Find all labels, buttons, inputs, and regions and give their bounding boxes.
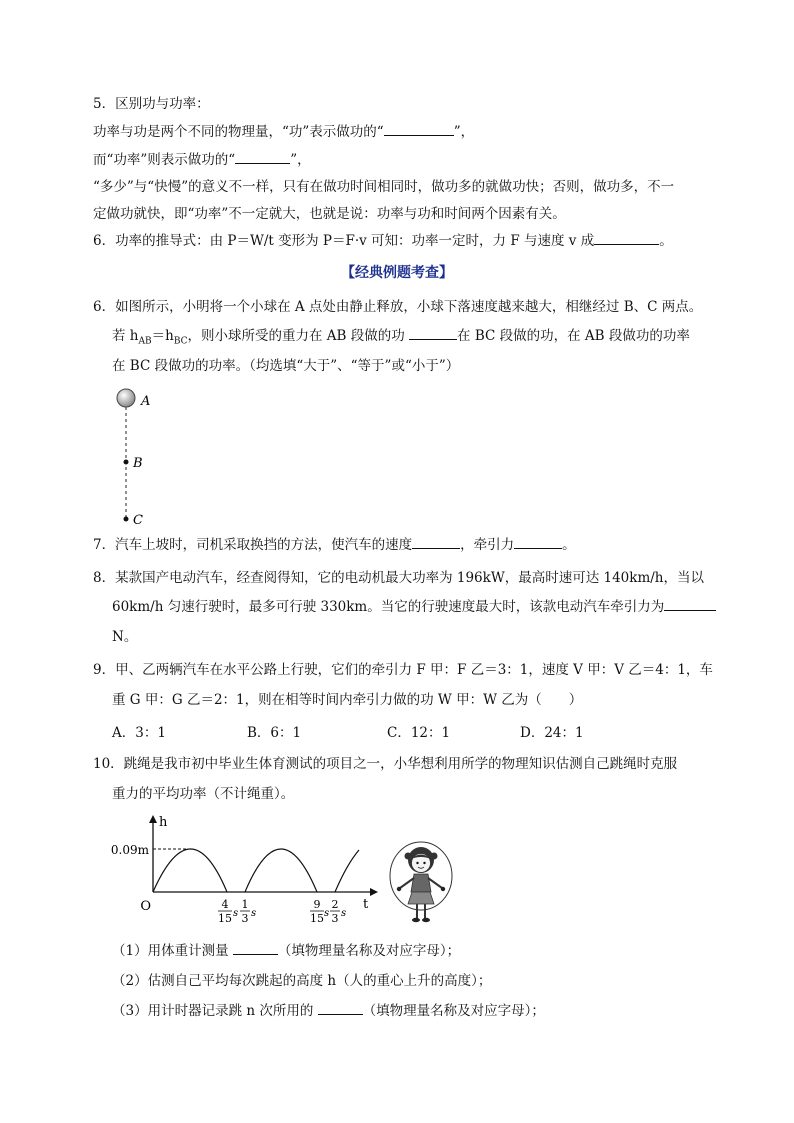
item6-derivation [93,232,673,250]
text: （填物理量名称及对应字母）； [362,1003,545,1019]
answer-blank [384,123,454,136]
text: （1）用体重计测量 [112,943,233,959]
q10-step3 [112,1002,545,1020]
q9-line1: 9．甲、乙两辆汽车在水平公路上行驶，它们的牵引力 F 甲：F 乙＝3：1，速度 V 甲：V 乙＝4：1，车 [93,662,713,678]
rope-handle [397,887,401,891]
x-tick-4-den: 3 [331,912,339,925]
x-tick-1-unit: s [233,908,239,919]
hair-bun [405,853,412,860]
text: ”， [453,124,475,140]
item5-line2 [93,151,311,169]
option-a: A．3：1 [112,725,166,741]
section-heading: 【经典例题考查】 [341,265,453,281]
answer-blank [233,942,278,955]
shirt [411,874,431,892]
option-d: D．24：1 [520,725,584,741]
ball [117,389,135,407]
x-tick-4-num: 2 [331,898,339,911]
q6-line1: 6．如图所示，小明将一个小球在 A 点处由静止释放，小球下落速度越来越大，相继经过 B、C 两点。 [93,299,703,315]
subscript: BC [173,336,188,347]
q9-line2: 重 G 甲：G 乙＝2：1，则在相等时间内牵引力做的功 W 甲：W 乙为（ ） [112,692,583,708]
label-b: B [133,456,143,471]
q8-line2 [112,598,716,616]
text: （3）用计时器记录跳 n 次所用的 [112,1003,318,1019]
text: 。 [562,537,576,553]
x-tick-1-num: 4 [221,898,229,911]
q7-line [93,536,576,554]
point-c [124,517,129,522]
answer-blank [235,151,290,164]
text: 6．功率的推导式：由 P＝W/t 变形为 P＝F·v 可知：功率一定时，力 F 与速度 v 成 [93,233,595,249]
hop-curve-2 [245,849,317,892]
item5-line1 [93,123,474,141]
hop-curve-3 [335,850,359,892]
skirt [408,892,434,904]
text: 功率与功是两个不同的物理量，“功”表示做功的“ [93,124,384,140]
jump-rope-girl-illustration [386,838,456,938]
item5-line3: “多少”与“快慢”的意义不一样，只有在做功时间相同时，做功多的就做功快；否则，做功多，不一 [93,179,675,195]
q6-line2 [112,327,690,351]
answer-blank [594,232,659,245]
text: 60km/h 匀速行驶时，最多可行驶 330km。当它的行驶速度最大时，该款电动汽车牵引力为 [112,599,665,615]
text: 。 [659,233,673,249]
text: （填物理量名称及对应字母）； [277,943,461,959]
point-b [124,460,129,465]
text: ”， [290,152,311,168]
text: ，牵引力 [460,537,515,553]
origin-label: O [140,899,151,914]
x-tick-1-den: 15 [218,912,232,925]
y-axis-label: h [159,815,168,830]
answer-blank [664,598,716,611]
x-axis-label: t [363,897,369,912]
y-tick-label: 0.09m [110,843,149,857]
answer-blank [514,536,562,549]
jump-height-graph [110,812,385,932]
q10-line2: 重力的平均功率（不计绳重）。 [112,786,295,802]
answer-blank [412,536,460,549]
falling-ball-figure [110,385,170,530]
x-axis-arrow [370,888,378,896]
hair-bun [431,853,438,860]
q10-step2: （2）估测自己平均每次跳起的高度 h（人的重心上升的高度）； [112,973,492,989]
answer-blank [318,1002,363,1015]
x-tick-4-unit: s [341,908,347,919]
shoe [412,918,420,922]
option-c: C．12：1 [387,725,451,741]
subscript: AB [138,336,152,347]
hop-curve-1 [153,849,227,892]
x-tick-2-den: 3 [241,912,249,925]
eye [423,862,425,864]
x-tick-3-den: 15 [310,912,324,925]
x-tick-3-unit: s [324,908,330,919]
text: 而“功率”则表示做功的“ [93,152,236,168]
text: 若 h [112,328,139,344]
label-a: A [141,394,151,409]
option-b: B．6：1 [247,725,302,741]
eye [416,862,418,864]
q8-line3: N。 [112,629,138,645]
x-tick-3-num: 9 [313,898,321,911]
y-axis-arrow [149,815,157,823]
text: 7．汽车上坡时，司机采取换挡的方法，使汽车的速度 [93,537,413,553]
q8-line1: 8．某款国产电动汽车，经查阅得知，它的电动机最大功率为 196kW，最高时速可达 140km/h，当以 [93,570,704,586]
q10-line1: 10．跳绳是我市初中毕业生体育测试的项目之一，小华想利用所学的物理知识估测自己跳绳时克服 [93,756,678,772]
x-tick-2-num: 1 [241,898,249,911]
q6-line3: 在 BC 段做功的功率。（均选填“大于”、“等于”或“小于”） [112,358,460,374]
shoe [422,918,430,922]
item5-line4: 定做功就快，即“功率”不一定就大，也就是说：功率与功和时间两个因素有关。 [93,206,566,222]
text: ，则小球所受的重力在 AB 段做的功 [187,328,410,344]
text: 在 BC 段做的功，在 AB 段做功的功率 [457,328,690,344]
rope-handle [441,887,445,891]
text: ＝h [151,328,174,344]
item5-title: 5．区别功与功率： [93,96,210,112]
answer-blank [409,327,457,340]
x-tick-2-unit: s [251,908,257,919]
label-c: C [133,513,143,528]
q10-step1 [112,942,460,960]
